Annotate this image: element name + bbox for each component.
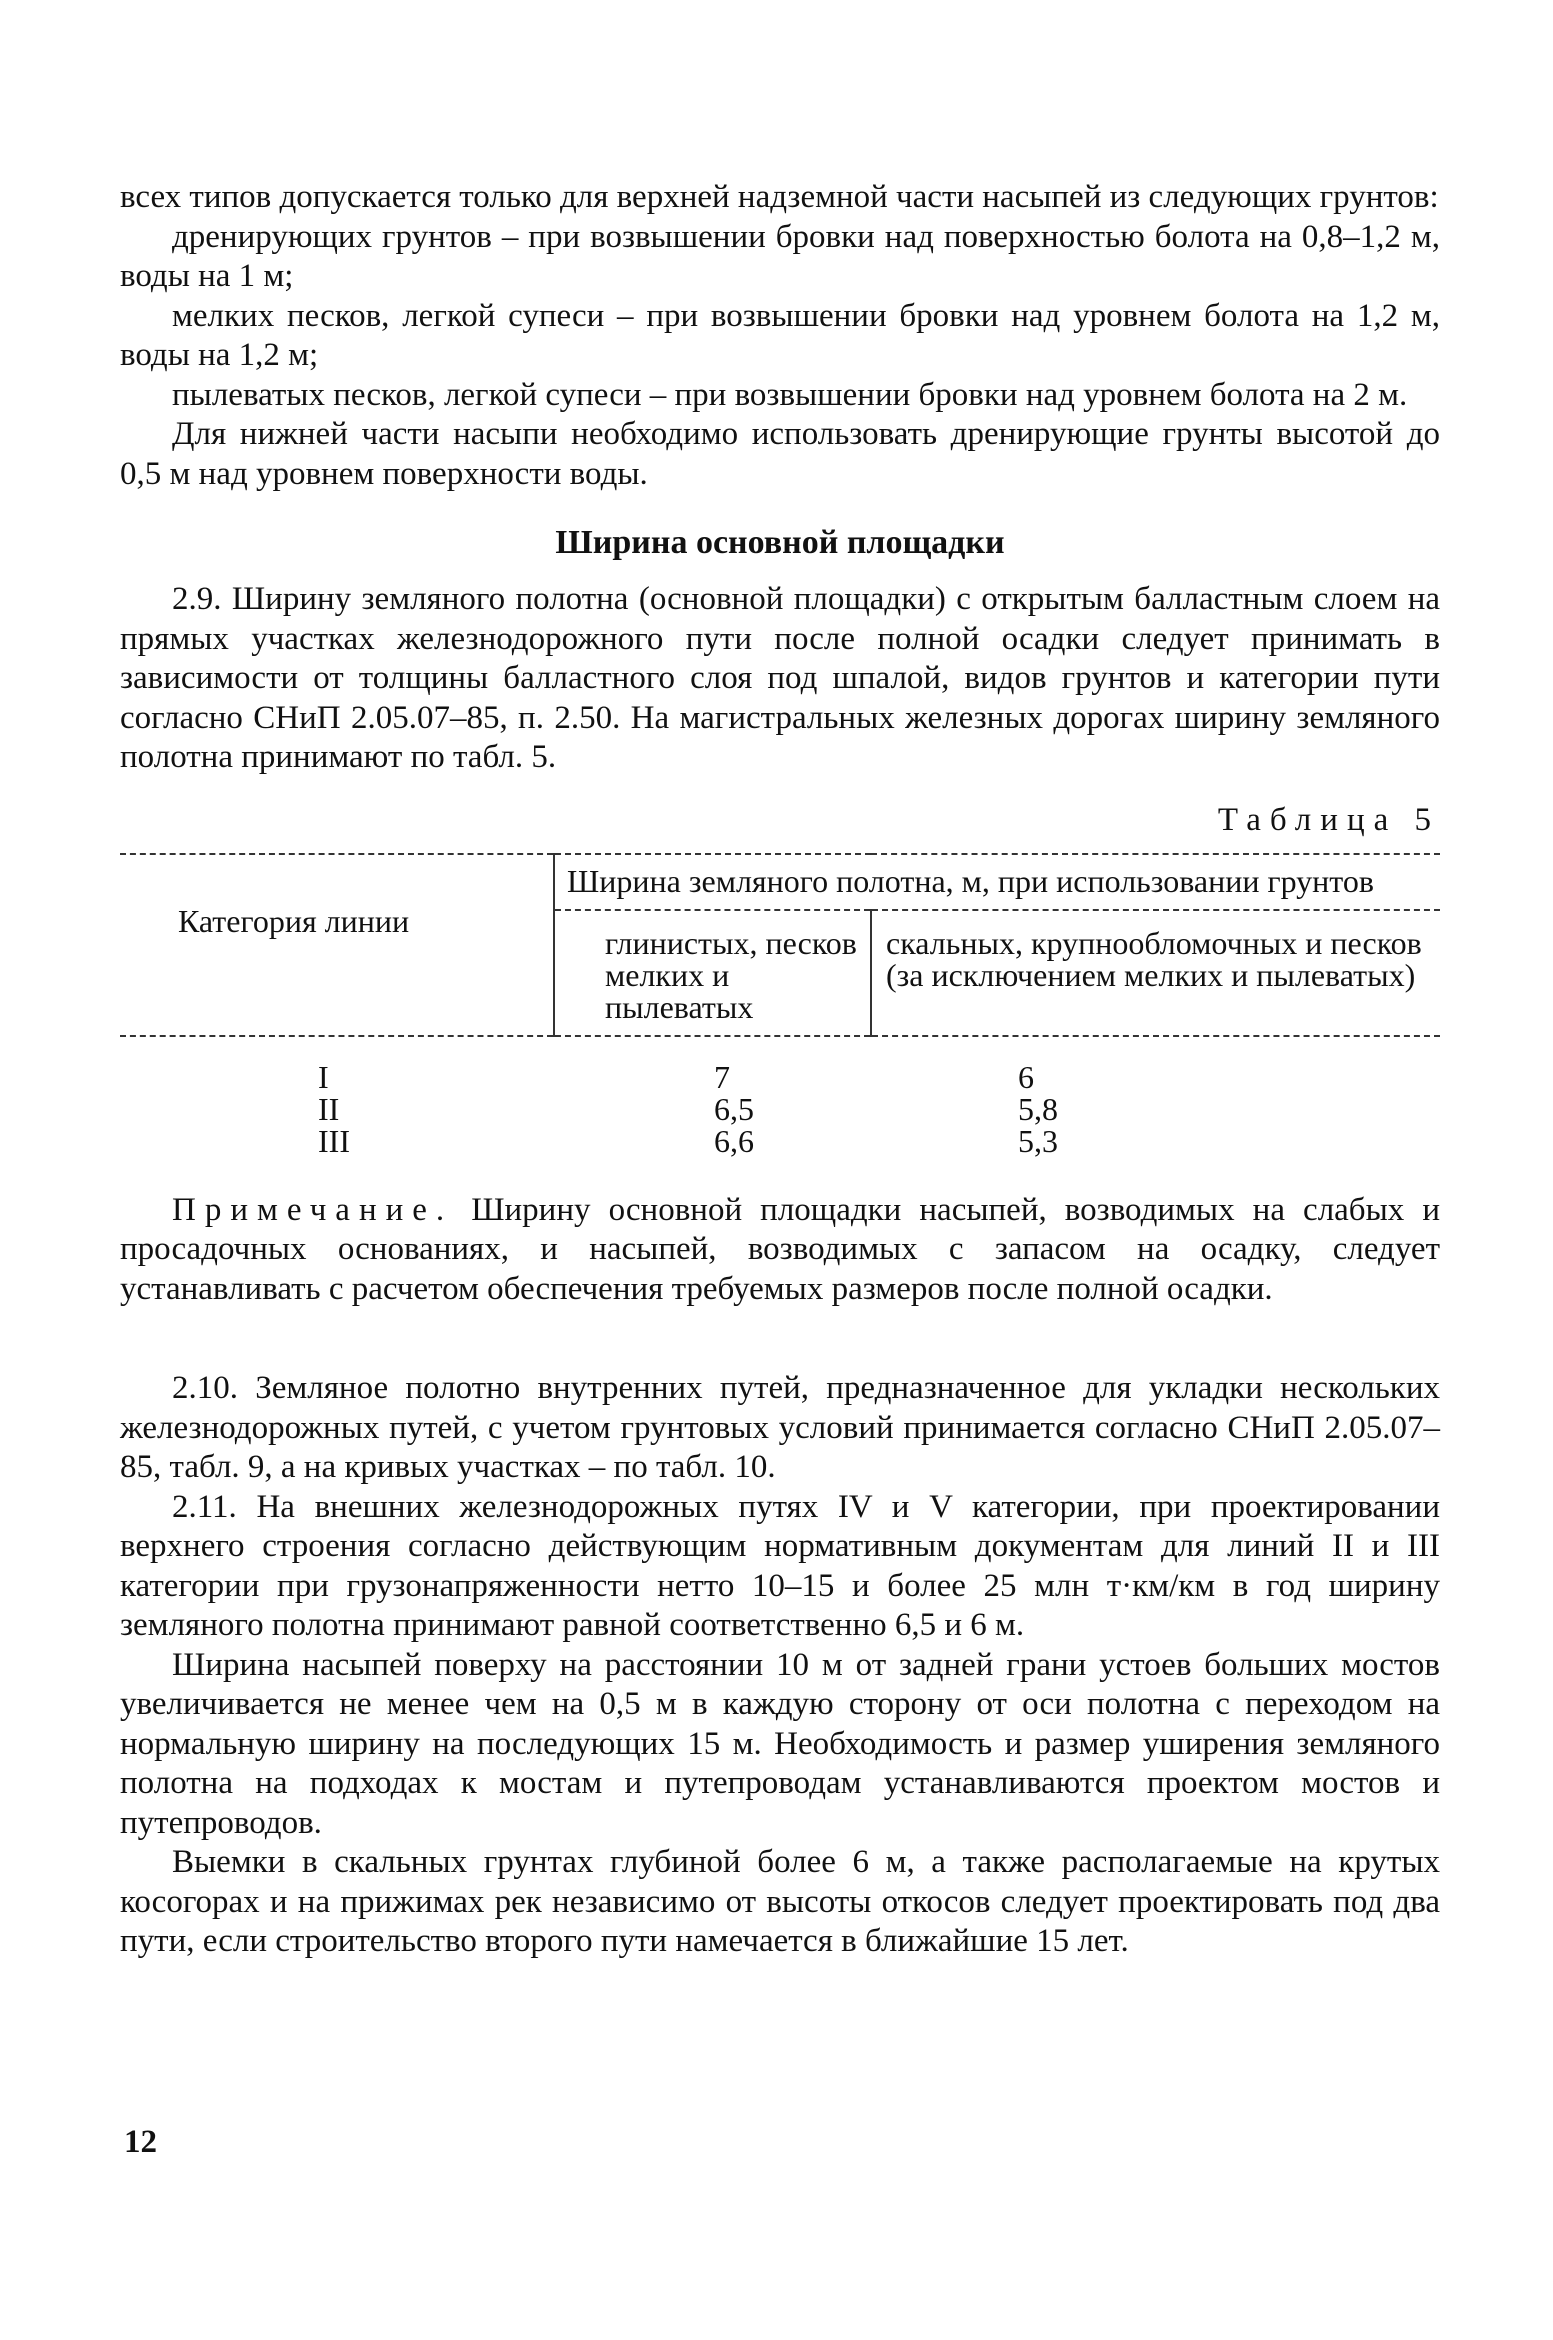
paragraph: Выемки в скальных грунтах глубиной более 6 м, а также располагаемые на крутых косогорах и на прижимах рек независимо от высоты откосов следует проектировать под два пути, если строительство второго пути намечается в ближайшие 15 лет. bbox=[120, 1844, 1440, 1959]
paragraph-2-10: 2.10. Земляное полотно внутренних путей, предназначенное для укладки нескольких железнодорожных путей, с учетом грунтовых условий принимается согласно СНиП 2.05.07–85, табл. 9, а на кривых участках – по табл. 10. bbox=[120, 1370, 1440, 1485]
cell-category: I bbox=[318, 1058, 329, 1095]
cell-value: 7 bbox=[714, 1058, 730, 1095]
table-5 bbox=[120, 853, 1440, 1157]
paragraph: всех типов допускается только для верхней надземной части насыпей из следующих грунтов: bbox=[120, 179, 1439, 215]
cell-value: 5,8 bbox=[1018, 1090, 1058, 1127]
header-main: Ширина земляного полотна, м, при использовании грунтов bbox=[554, 854, 1440, 910]
cell-value: 6,6 bbox=[714, 1122, 754, 1159]
paragraph: дренирующих грунтов – при возвышении бровки над поверхностью болота на 0,8–1,2 м, воды на 1 м; bbox=[120, 218, 1440, 294]
paragraph: мелких песков, легкой супеси – при возвышении бровки над уровнем болота на 1,2 м, воды на 1,2 м; bbox=[120, 297, 1440, 373]
paragraph-2-11: 2.11. На внешних железнодорожных путях IV и V категории, при проектировании верхнего строения согласно действующим нормативным документам для линий II и III категории при грузонапряженности нетто 10–15 и более 25 млн т·км/км в год ширину земляного полотна принимают равной соответственно 6,5 и 6 м. bbox=[120, 1488, 1440, 1643]
cell-category: III bbox=[318, 1122, 350, 1159]
paragraph: Ширина насыпей поверху на расстоянии 10 м от задней грани устоев больших мостов увеличивается не менее чем на 0,5 м в каждую сторону от оси полотна с переходом на нормальную ширину на последующих 15 м. Необходимость и размер уширения земляного полотна на подходах к мостам и путепроводам устанавливаются проектом мостов и путепроводов. bbox=[120, 1646, 1440, 1841]
paragraph: пылеватых песков, легкой супеси – при возвышении бровки над уровнем болота на 2 м. bbox=[172, 376, 1408, 413]
header-category: Категория линии bbox=[120, 854, 554, 1036]
table-note bbox=[120, 1191, 1440, 1310]
note-text: Ширину основной площадки насыпей, возводимых на слабых и просадочных основаниях, и насыпей, возводимых с запасом на осадку, следует устанавливать с расчетом обеспечения требуемых размеров после полной осадки. bbox=[120, 1191, 1440, 1307]
note-label: Примечание. bbox=[172, 1191, 454, 1228]
table-row bbox=[120, 1125, 1440, 1157]
section-title: Ширина основной площадки bbox=[555, 524, 1005, 561]
cell-value: 6 bbox=[1018, 1058, 1034, 1095]
page-number: 12 bbox=[124, 2124, 157, 2160]
table-row bbox=[120, 1093, 1440, 1125]
cell-value: 6,5 bbox=[714, 1090, 754, 1127]
table-row bbox=[120, 1036, 1440, 1093]
paragraph: Для нижней части насыпи необходимо использовать дренирующие грунты высотой до 0,5 м над уровнем поверхности воды. bbox=[120, 416, 1440, 492]
header-sub-clay: глинистых, песков мелких и пылеватых bbox=[554, 910, 871, 1036]
paragraph-2-9: 2.9. Ширину земляного полотна (основной площадки) с открытым балластным слоем на прямых участках железнодорожного пути после полной осадки следует принимать в зависимости от толщины балластного слоя под шпалой, видов грунтов и категории пути согласно СНиП 2.05.07–85, п. 2.50. На магистральных железных дорогах ширину земляного полотна принимают по табл. 5. bbox=[120, 581, 1440, 775]
cell-value: 5,3 bbox=[1018, 1122, 1058, 1159]
cell-category: II bbox=[318, 1090, 340, 1127]
table-caption: Таблица 5 bbox=[1217, 801, 1440, 838]
page-content bbox=[120, 178, 1440, 1962]
header-sub-rock: скальных, крупнообломочных и песков (за исключением мелких и пылеватых) bbox=[871, 910, 1440, 1036]
